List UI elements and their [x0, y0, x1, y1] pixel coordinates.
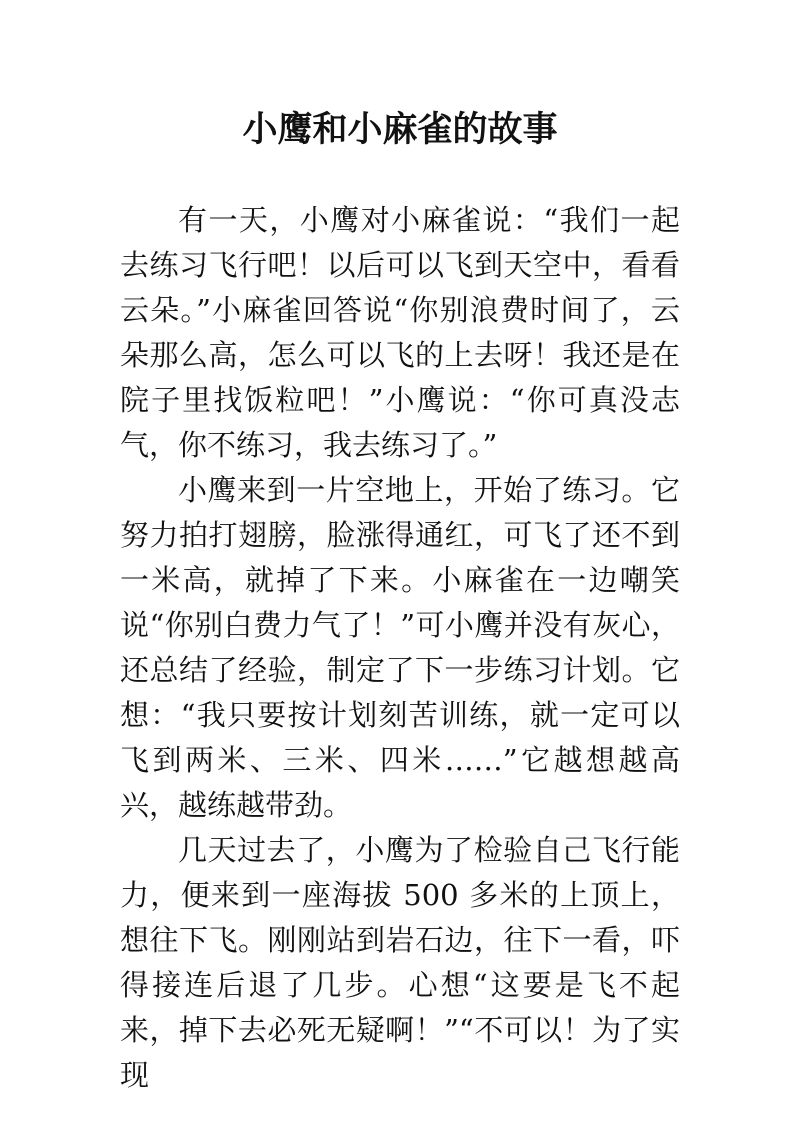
paragraph-2: 小鹰来到一片空地上，开始了练习。它努力拍打翅膀，脸涨得通红，可飞了还不到一米高，就掉了下来。小麻雀在一边嘲笑说“你别白费力气了！”可小鹰并没有灰心，还总结了经验，制定了下一步练习计划。它想：“我只要按计划刻苦训练，就一定可以飞到两米、三米、四米……”它越想越高兴，越练越带劲。 — [120, 473, 680, 822]
paragraph-1: 有一天，小鹰对小麻雀说：“我们一起去练习飞行吧！以后可以飞到天空中，看看云朵。”小麻雀回答说“你别浪费时间了，云朵那么高，怎么可以飞的上去呀！我还是在院子里找饭粒吧！”小鹰说：“你可真没志气，你不练习，我去练习了。” — [120, 203, 680, 462]
document-title: 小鹰和小麻雀的故事 — [242, 109, 558, 150]
paragraph-3: 几天过去了，小鹰为了检验自己飞行能力，便来到一座海拔 500 多米的上顶上，想往下飞。刚刚站到岩石边，往下一看，吓得接连后退了几步。心想“这要是飞不起来，掉下去必死无疑啊！”“不可以！为了实现 — [120, 833, 680, 1092]
story-body — [120, 198, 680, 1098]
